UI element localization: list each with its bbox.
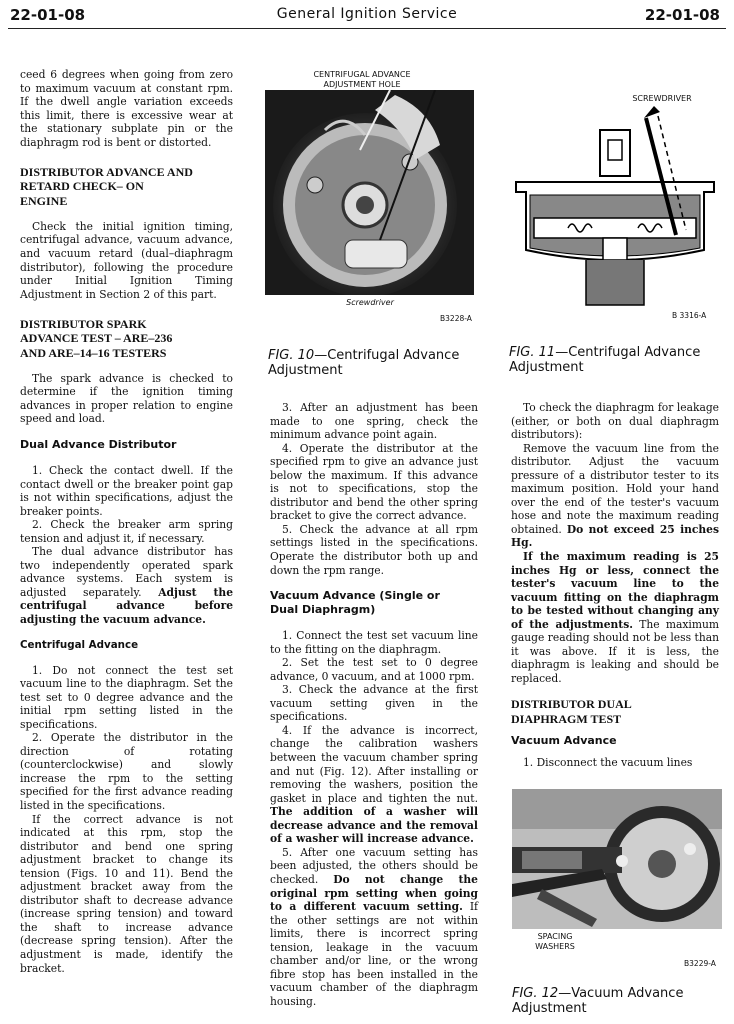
- left-column: [20, 68, 233, 975]
- paragraph: Remove the vacuum line from the distributor. Adjust the vacuum pressure of a distributor tester to its maximum position. Hold your hand over the end of the tester's vacuum hose and note the maximum reading obtained. Do not exceed 25 inches Hg.: [511, 441, 719, 550]
- header-rule: [8, 28, 726, 29]
- paragraph: 1. Do not connect the test set vacuum line to the diaphragm. Set the test set to 0 degree advance and the initial rpm setting listed in the specifications.: [20, 663, 233, 731]
- vacuum-advance-photo: [512, 789, 722, 929]
- paragraph: 2. Set the test set to 0 degree advance, 0 vacuum, and at 1000 rpm.: [270, 656, 478, 683]
- subsection-heading: Vacuum Advance (Single or Dual Diaphragm): [270, 589, 440, 617]
- distributor-diagram: [508, 100, 722, 310]
- paragraph: 4. Operate the distributor at the specified rpm to give an advance just below the maximum. If this advance is not to specifications, stop the distributor and bend the other spring bracket to give the correct advance.: [270, 441, 478, 523]
- paragraph: Check the initial ignition timing, centrifugal advance, vacuum advance, and vacuum retard (dual–diaphragm distributor), following the procedure under Initial Ignition Timing Adjustment in Section 2 of this part.: [20, 219, 233, 301]
- paragraph: 5. Check the advance at all rpm settings listed in the specifications. Operate the distributor both up and down the rpm range.: [270, 522, 478, 577]
- page-number-right: 22-01-08: [644, 6, 720, 24]
- paragraph: 5. After one vacuum setting has been adjusted, the others should be checked. Do not change the original rpm setting when going to a different vacuum setting. If the other settings are not within limits, there is incorrect spring tension, leakage in the vacuum chamber and/or line, or the wrong fibre stop has been installed in the vacuum chamber of the diaphragm housing.: [270, 845, 478, 1008]
- paragraph: 1. Connect the test set vacuum line to the fitting on the diaphragm.: [270, 629, 478, 656]
- subsection-heading: Vacuum Advance: [511, 733, 617, 747]
- section-heading: DISTRIBUTOR DUAL DIAPHRAGM TEST: [511, 697, 632, 726]
- section-heading: DISTRIBUTOR ADVANCE AND RETARD CHECK– ON ENGINE: [20, 165, 193, 208]
- right-column: [511, 401, 719, 769]
- subsection-heading: Dual Advance Distributor: [20, 437, 177, 451]
- figure-code: B 3316-A: [672, 311, 707, 320]
- paragraph: 3. Check the advance at the first vacuum setting given in the specifications.: [270, 683, 478, 724]
- paragraph: If the maximum reading is 25 inches Hg or less, connect the tester's vacuum line to the vacuum fitting on the diaphragm to be tested without changing any of the adjustments. The maximum gauge reading should not be less than it was above. If it is less, the diaphragm is leaking and should be replaced.: [511, 550, 719, 685]
- paragraph: 3. After an adjustment has been made to one spring, check the minimum advance point again.: [270, 401, 478, 442]
- paragraph: If the correct advance is not indicated at this rpm, stop the distributor and bend one spring adjustment bracket to change its tension (Figs. 10 and 11). Bend the adjustment bracket away from the distributor shaft to decrease advance (increase spring tension) and toward the shaft to increase advance (decrease spring tension). After the adjustment is made, identify the bracket.: [20, 812, 233, 975]
- vacuum-advance-photo-image: [512, 789, 722, 929]
- figure-caption: FIG. 10—Centrifugal Advance Adjustment: [268, 348, 460, 378]
- paragraph: 1. Disconnect the vacuum lines: [523, 755, 693, 769]
- figure-label: CENTRIFUGAL ADVANCE ADJUSTMENT HOLE: [313, 70, 411, 89]
- subsection-heading: Centrifugal Advance: [20, 638, 139, 651]
- page-number-left: 22-01-08: [10, 6, 86, 24]
- paragraph: The spark advance is checked to determine if the ignition timing advances in proper relation to engine speed and load.: [20, 371, 233, 426]
- paragraph: To check the diaphragm for leakage (either, or both on dual diaphragm distributors):: [511, 401, 719, 442]
- paragraph: 1. Check the contact dwell. If the contact dwell or the breaker point gap is not within specifications, adjust the breaker points.: [20, 463, 233, 518]
- figure-code: B3228-A: [440, 314, 472, 323]
- page-header: [0, 0, 734, 30]
- spacing-washers-label: SPACING WASHERS: [535, 932, 575, 951]
- paragraph: The dual advance distributor has two independently operated spark advance systems. Each system is adjusted separately. Adjust the centrifugal advance before adjusting the vacuum advance.: [20, 545, 234, 626]
- figure-code: B3229-A: [684, 959, 716, 968]
- distributor-photo-image: [265, 90, 474, 295]
- paragraph: 2. Operate the distributor in the direction of rotating (counterclockwise) and slowly increase the rpm to the setting specified for the first advance reading listed in the specifications.: [20, 731, 233, 812]
- middle-column: [270, 401, 478, 1008]
- section-heading: DISTRIBUTOR SPARK ADVANCE TEST – ARE–236 AND ARE–14–16 TESTERS: [20, 317, 173, 360]
- distributor-cross-section-drawing: [508, 100, 722, 310]
- distributor-photo: [265, 90, 474, 295]
- screwdriver-label: Screwdriver: [346, 298, 394, 307]
- paragraph: 4. If the advance is incorrect, change the calibration washers between the vacuum chamber spring and nut (Fig. 12). After installing or removing the washers, position the gasket in place and tighten the nut. The addition of a washer will decrease advance and the removal of a washer will increase advance.: [270, 723, 478, 846]
- figure-caption: FIG. 11—Centrifugal Advance Adjustment: [509, 345, 701, 375]
- page-title: General Ignition Service: [276, 6, 458, 22]
- screwdriver-label: SCREWDRIVER: [632, 94, 692, 103]
- paragraph: 2. Check the breaker arm spring tension and adjust it, if necessary.: [20, 518, 233, 545]
- figure-caption: FIG. 12—Vacuum Advance Adjustment: [512, 986, 684, 1016]
- paragraph: ceed 6 degrees when going from zero to maximum vacuum at constant rpm. If the dwell angle variation exceeds this limit, there is excessive wear at the stationary subplate pin or the diaphragm rod is bent or distorted.: [20, 68, 233, 149]
